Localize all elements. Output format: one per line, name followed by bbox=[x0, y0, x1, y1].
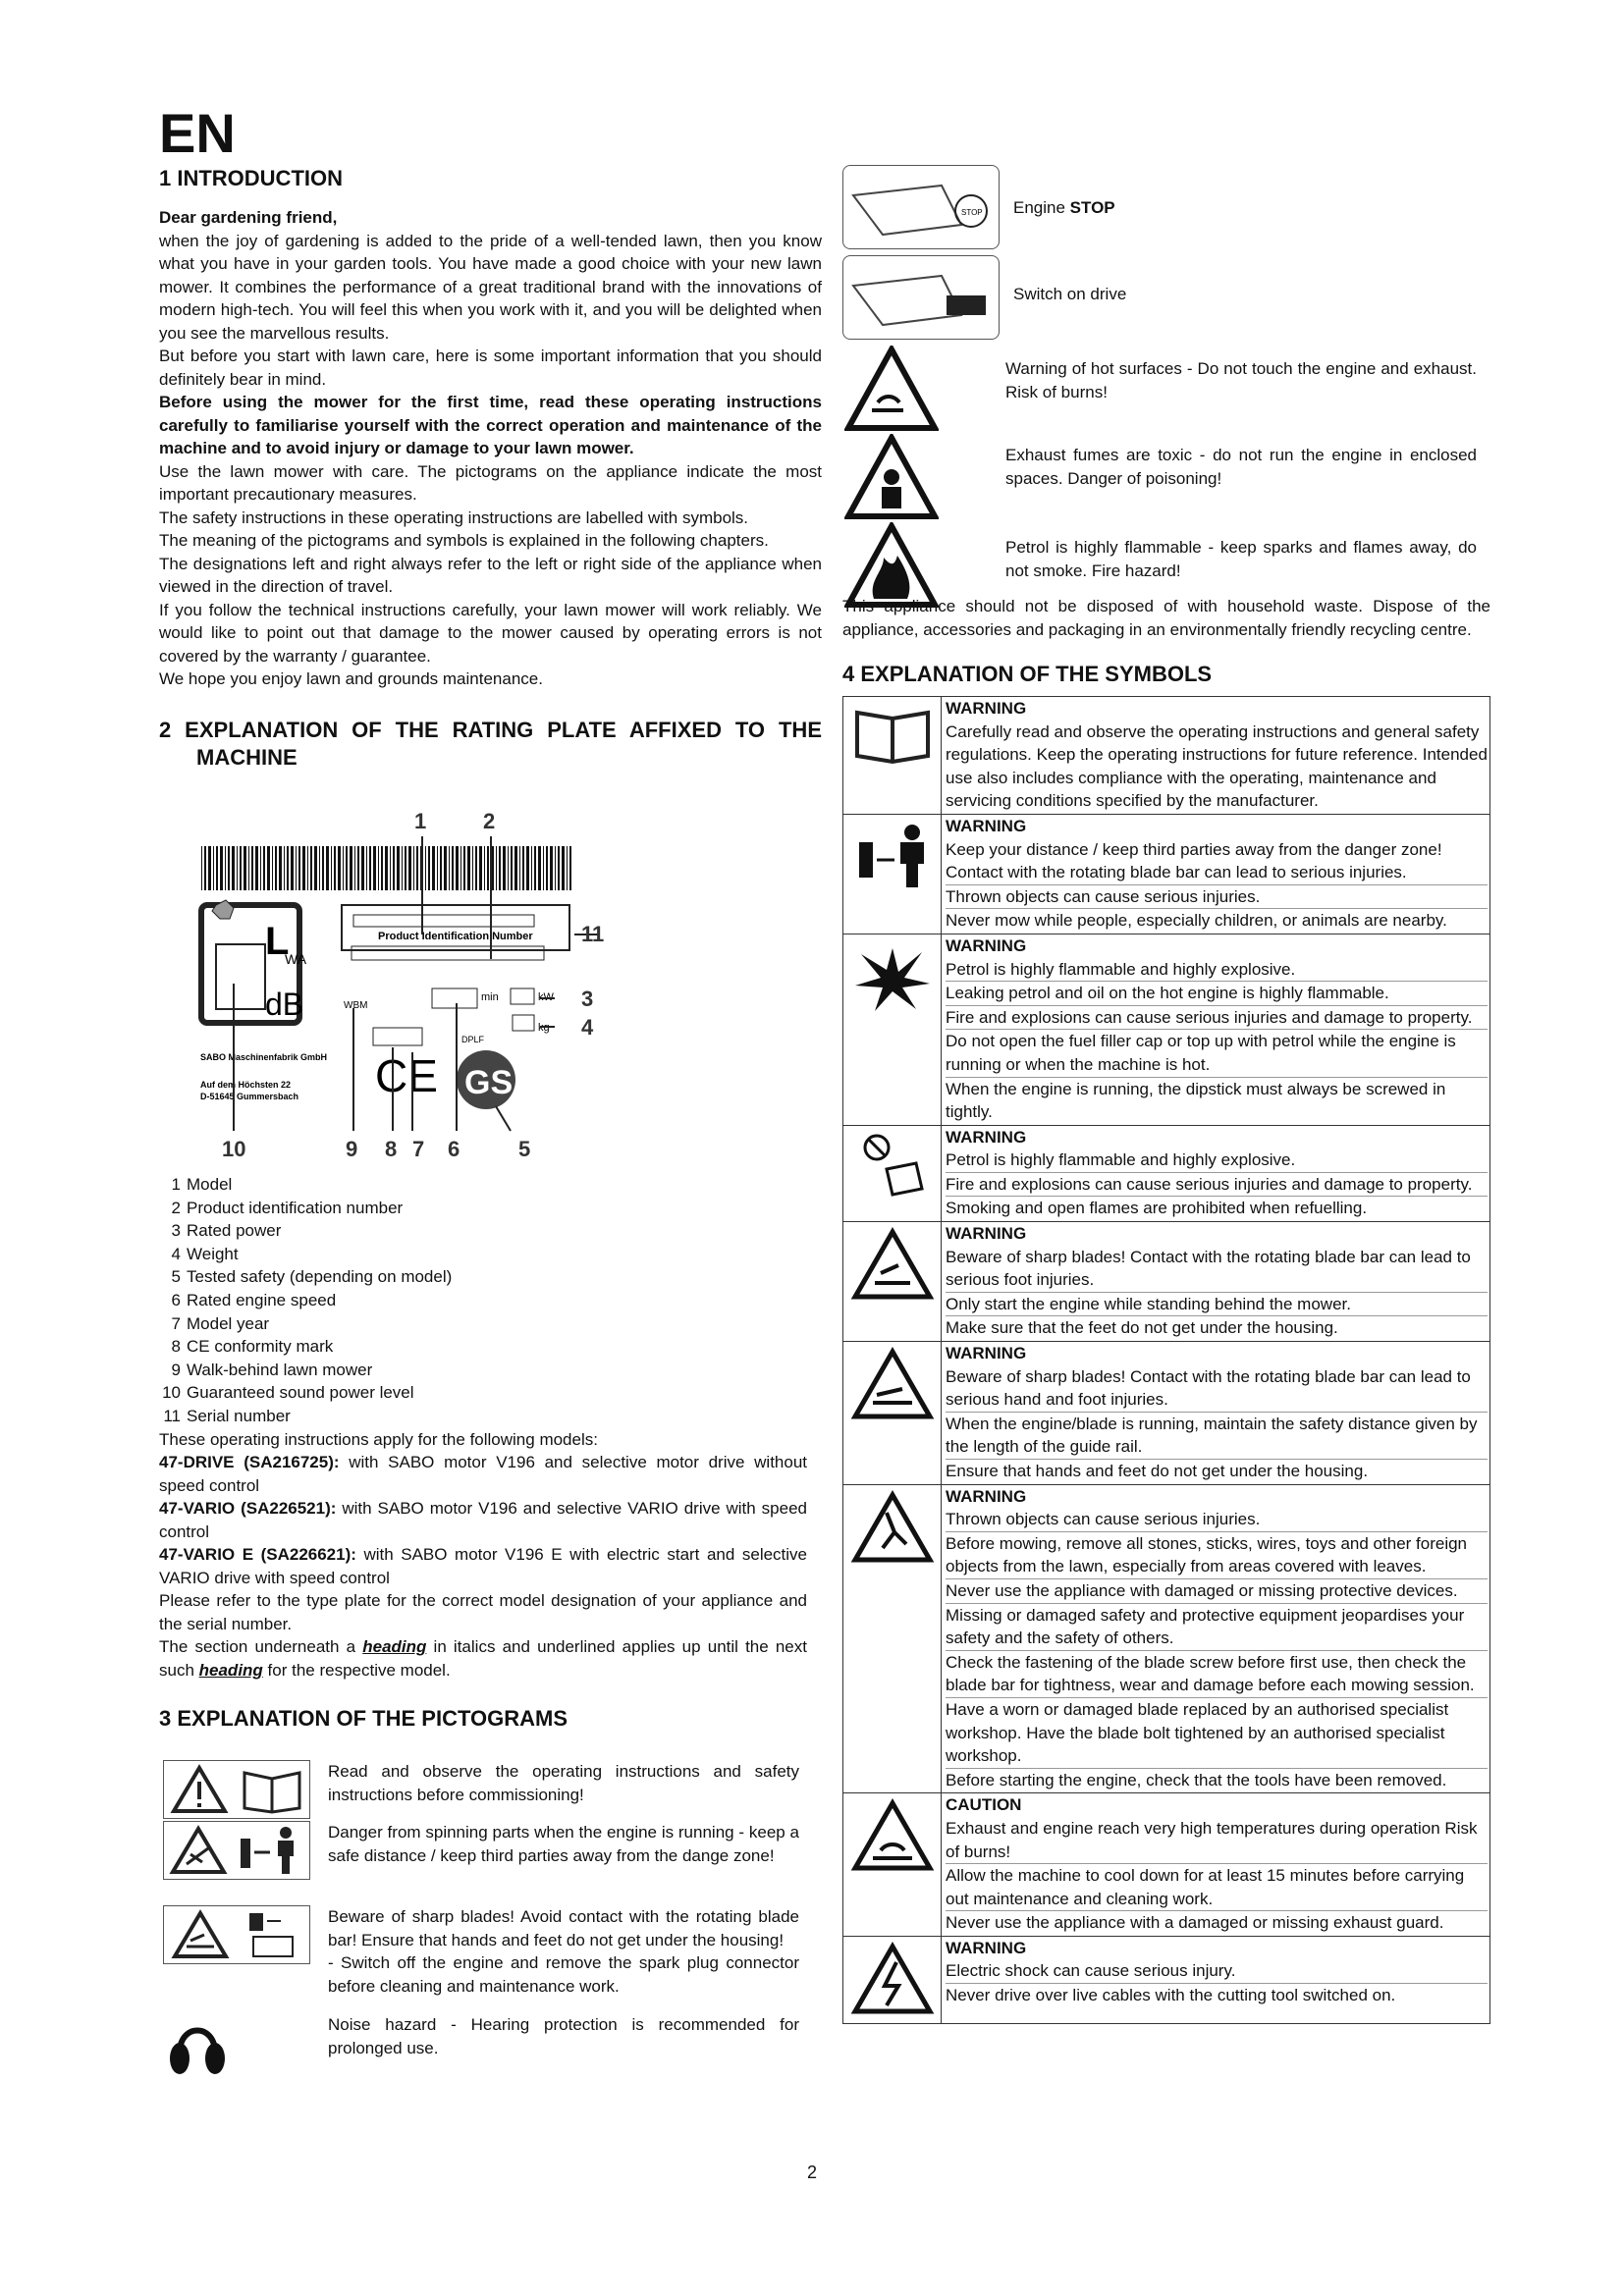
maker-label: SABO Maschinenfabrik GmbH bbox=[200, 1052, 328, 1062]
electric-shock-icon bbox=[847, 1941, 938, 2017]
keep-distance-icon bbox=[847, 819, 938, 895]
rating-plate-diagram bbox=[187, 807, 619, 1170]
callout-6: 6 bbox=[448, 1137, 460, 1161]
legend-number: 8 bbox=[171, 1337, 181, 1357]
model-2: 47-VARIO (SA226521): with SABO motor V196 and selective VARIO drive with speed control bbox=[159, 1499, 807, 1541]
legend-number: 6 bbox=[171, 1290, 181, 1309]
min-label: min bbox=[481, 991, 499, 1003]
symbol-row bbox=[843, 1484, 1490, 1793]
symbol-line: Petrol is highly flammable and highly explosive. bbox=[946, 1148, 1488, 1173]
hand-foot-blade-icon bbox=[847, 1346, 938, 1422]
toxic-fumes-text: Exhaust fumes are toxic - do not run the engine in enclosed spaces. Danger of poisoning! bbox=[1005, 446, 1477, 488]
spinning-parts-icon bbox=[163, 1821, 310, 1880]
callout-9: 9 bbox=[346, 1137, 358, 1161]
disposal-text: This appliance should not be disposed of with household waste. Dispose of the appliance, accessories and packaging in an environmentally friendly recycling centre. bbox=[842, 597, 1490, 639]
hot-surface-icon bbox=[844, 346, 939, 432]
section-2-title: 2 EXPLANATION OF THE RATING PLATE AFFIXED TO THE MACHINE bbox=[159, 717, 822, 770]
legend-text: Product identification number bbox=[187, 1198, 404, 1217]
foot-blade-icon bbox=[847, 1226, 938, 1303]
legend-text: Rated engine speed bbox=[187, 1290, 337, 1309]
symbol-heading: WARNING bbox=[946, 935, 1027, 955]
legend-item bbox=[159, 1289, 807, 1312]
legend-number: 7 bbox=[171, 1313, 181, 1333]
address-line-1: Auf dem Höchsten 22 bbox=[200, 1080, 292, 1090]
fire-hazard-text: Petrol is highly flammable - keep sparks and flames away, do not smoke. Fire hazard! bbox=[1005, 538, 1477, 580]
legend-text: Serial number bbox=[187, 1406, 291, 1425]
symbol-heading: WARNING bbox=[946, 1127, 1027, 1147]
picto-text-noise: Noise hazard - Hearing protection is recommended for prolonged use. bbox=[328, 2015, 799, 2057]
intro-p6: The meaning of the pictograms and symbols is explained in the following chapters. bbox=[159, 531, 769, 550]
symbol-line: Electric shock can cause serious injury. bbox=[946, 1959, 1488, 1984]
symbol-line: Make sure that the feet do not get under the housing. bbox=[946, 1318, 1338, 1338]
legend-item bbox=[159, 1312, 807, 1336]
gs-mark: GS bbox=[464, 1064, 514, 1101]
hot-exhaust-icon bbox=[847, 1797, 938, 1874]
callout-4: 4 bbox=[581, 1015, 594, 1040]
legend-text: Model year bbox=[187, 1313, 270, 1333]
section-4-title: 4 EXPLANATION OF THE SYMBOLS bbox=[842, 662, 1213, 686]
legend-number: 3 bbox=[171, 1221, 181, 1241]
right-column bbox=[842, 165, 1490, 2024]
barcode bbox=[201, 846, 571, 890]
symbol-line: Never mow while people, especially children, or animals are nearby. bbox=[946, 911, 1447, 931]
callout-3: 3 bbox=[581, 987, 594, 1011]
callout-10: 10 bbox=[222, 1137, 246, 1161]
symbol-line: Never drive over live cables with the cutting tool switched on. bbox=[946, 1986, 1396, 2005]
legend-text: Rated power bbox=[187, 1221, 282, 1241]
picto-text-switch-off: - Switch off the engine and remove the spark plug connector before cleaning and maintenance work. bbox=[328, 1953, 799, 1996]
symbol-heading: WARNING bbox=[946, 816, 1027, 835]
symbol-row bbox=[843, 1125, 1490, 1221]
legend-number: 4 bbox=[171, 1244, 181, 1263]
intro-p8: If you follow the technical instructions carefully, your lawn mower will work reliably. We would like to point out that damage to the mower caused by operating errors is not covered by the warranty / guarantee. bbox=[159, 600, 822, 666]
legend-text: Tested safety (depending on model) bbox=[187, 1267, 453, 1287]
wbm-label: WBM bbox=[344, 1000, 368, 1011]
symbol-line: Never use the appliance with a damaged or missing exhaust guard. bbox=[946, 1913, 1444, 1933]
symbol-line: Petrol is highly flammable and highly explosive. bbox=[946, 958, 1488, 983]
symbol-line: Beware of sharp blades! Contact with the rotating blade bar can lead to serious foot injuries. bbox=[946, 1246, 1488, 1293]
svg-text:STOP: STOP bbox=[961, 208, 983, 217]
symbol-heading: WARNING bbox=[946, 1486, 1027, 1506]
symbol-line: Only start the engine while standing behind the mower. bbox=[946, 1293, 1488, 1317]
intro-p1: when the joy of gardening is added to the pride of a well-tended lawn, then you know what you have in your garden tools. You have made a good choice with your new lawn mower. It combines the performance of a great traditional brand with the innovations of modern high-tech. You will feel this when you work with it, and you will be delighted when you see the marvellous results. bbox=[159, 231, 822, 343]
picto-text-spinning: Danger from spinning parts when the engine is running - keep a safe distance / keep third parties away from the dange zone! bbox=[328, 1823, 799, 1865]
dplf-label: DPLF bbox=[461, 1035, 485, 1044]
callout-5: 5 bbox=[518, 1137, 531, 1161]
intro-p3: Before using the mower for the first time, read these operating instructions carefully to familiarise yourself with the correct operation and maintenance of the machine and to avoid injury or damage to your lawn mower. bbox=[159, 393, 822, 457]
address-line-2: D-51645 Gummersbach bbox=[200, 1092, 299, 1101]
symbol-line: Check the fastening of the blade screw before first use, then check the blade bar for tightness, wear and damage before each mowing session. bbox=[946, 1651, 1488, 1698]
model-1: 47-DRIVE (SA216725): with SABO motor V196 and selective motor drive without speed control bbox=[159, 1453, 808, 1495]
switch-drive-icon bbox=[842, 255, 1000, 340]
hot-surface-text: Warning of hot surfaces - Do not touch the engine and exhaust. Risk of burns! bbox=[1005, 359, 1477, 401]
intro-p2: But before you start with lawn care, here is some important information that you should definitely bear in mind. bbox=[159, 347, 822, 389]
symbol-row bbox=[843, 1793, 1490, 1937]
callout-7: 7 bbox=[412, 1137, 425, 1161]
rating-plate-legend bbox=[159, 1173, 807, 1428]
legend-text: Model bbox=[187, 1175, 233, 1194]
callout-8: 8 bbox=[385, 1137, 398, 1161]
symbol-line: Fire and explosions can cause serious injuries and damage to property. bbox=[946, 1006, 1488, 1031]
intro-p5: The safety instructions in these operating instructions are labelled with symbols. bbox=[159, 507, 749, 527]
symbol-row bbox=[843, 1222, 1490, 1342]
page-number: 2 bbox=[806, 2163, 817, 2182]
legend-item bbox=[159, 1381, 807, 1405]
section-3-title: 3 EXPLANATION OF THE PICTOGRAMS bbox=[159, 1706, 568, 1732]
rating-plate-text bbox=[159, 1173, 807, 1733]
legend-item bbox=[159, 1405, 807, 1428]
read-manual-icon bbox=[163, 1760, 310, 1819]
legend-text: Walk-behind lawn mower bbox=[187, 1360, 373, 1379]
language-code: EN bbox=[159, 102, 236, 164]
symbol-row bbox=[843, 814, 1490, 934]
symbol-row bbox=[843, 1342, 1490, 1485]
no-smoking-refuel-icon bbox=[847, 1130, 938, 1206]
legend-number: 5 bbox=[171, 1267, 181, 1287]
legend-item bbox=[159, 1197, 807, 1220]
symbol-line: Carefully read and observe the operating instructions and general safety regulations. Keep the operating instructions for future reference. Intended use also includes compliance with the operating, maintenance and servicing conditions specified by the manufacturer. bbox=[946, 721, 1488, 811]
legend-number: 11 bbox=[163, 1406, 181, 1425]
symbol-line: When the engine/blade is running, maintain the safety distance given by the length of the guide rail. bbox=[946, 1413, 1488, 1460]
picto-text-blades: Beware of sharp blades! Avoid contact with the rotating blade bar! Ensure that hands and feet do not get under the housing! bbox=[328, 1907, 799, 1949]
callout-2: 2 bbox=[483, 809, 496, 833]
intro-p7: The designations left and right always refer to the left or right side of the appliance when viewed in the direction of travel. bbox=[159, 554, 822, 596]
symbol-line: Smoking and open flames are prohibited when refuelling. bbox=[946, 1199, 1368, 1218]
ce-mark: CE bbox=[375, 1050, 438, 1101]
symbol-row bbox=[843, 1936, 1490, 2024]
symbol-line: Leaking petrol and oil on the hot engine is highly flammable. bbox=[946, 982, 1488, 1006]
sharp-blades-icon bbox=[163, 1905, 310, 1964]
symbol-row bbox=[843, 934, 1490, 1125]
legend-item bbox=[159, 1265, 807, 1289]
symbols-table bbox=[842, 696, 1490, 2024]
engine-stop-text: Engine STOP bbox=[1013, 198, 1115, 217]
symbol-line: Do not open the fuel filler cap or top up with petrol while the engine is running or when the machine is hot. bbox=[946, 1030, 1488, 1077]
section-1-title: 1 INTRODUCTION bbox=[159, 166, 343, 190]
toxic-fumes-icon bbox=[844, 434, 939, 520]
thrown-objects-icon bbox=[847, 1489, 938, 1566]
left-column bbox=[159, 165, 822, 772]
legend-number: 10 bbox=[162, 1383, 181, 1403]
symbol-line: Allow the machine to cool down for at least 15 minutes before carrying out maintenance and cleaning work. bbox=[946, 1864, 1488, 1911]
symbol-line: Thrown objects can cause serious injuries. bbox=[946, 1508, 1488, 1532]
pictograms-left bbox=[163, 1760, 811, 2082]
symbol-heading: WARNING bbox=[946, 1938, 1027, 1957]
legend-item bbox=[159, 1335, 807, 1359]
hearing-protection-icon bbox=[163, 2013, 310, 2082]
legend-text: Guaranteed sound power level bbox=[187, 1383, 414, 1403]
models-intro: These operating instructions apply for the following models: bbox=[159, 1429, 598, 1449]
symbol-line: Exhaust and engine reach very high temperatures during operation Risk of burns! bbox=[946, 1817, 1488, 1864]
symbol-line: When the engine is running, the dipstick must always be screwed in tightly. bbox=[946, 1079, 1446, 1122]
model-3: 47-VARIO E (SA226621): with SABO motor V196 E with electric start and selective VARIO drive with speed control bbox=[159, 1545, 808, 1587]
symbol-line: Before mowing, remove all stones, sticks, wires, toys and other foreign objects from the lawn, especially from areas covered with leaves. bbox=[946, 1532, 1488, 1579]
type-plate-note: Please refer to the type plate for the correct model designation of your appliance and the serial number. bbox=[159, 1591, 807, 1633]
db-symbol: dB bbox=[265, 987, 304, 1022]
symbol-line: Fire and explosions can cause serious injuries and damage to property. bbox=[946, 1173, 1488, 1198]
symbol-heading: WARNING bbox=[946, 1224, 1027, 1244]
legend-item bbox=[159, 1243, 807, 1266]
kw-label: kW bbox=[538, 991, 554, 1003]
manual-book-icon bbox=[847, 701, 938, 777]
legend-item bbox=[159, 1219, 807, 1243]
explosion-icon bbox=[847, 938, 938, 1015]
symbol-line: Have a worn or damaged blade replaced by an authorised specialist workshop. Have the blade bolt tightened by an authorised specialist workshop. bbox=[946, 1698, 1488, 1769]
symbol-line: Beware of sharp blades! Contact with the rotating blade bar can lead to serious hand and foot injuries. bbox=[946, 1365, 1488, 1413]
symbol-row bbox=[843, 697, 1490, 815]
callout-1: 1 bbox=[414, 809, 427, 833]
switch-drive-text: Switch on drive bbox=[1013, 285, 1127, 303]
legend-item bbox=[159, 1359, 807, 1382]
symbol-heading: WARNING bbox=[946, 699, 1027, 718]
legend-text: CE conformity mark bbox=[187, 1337, 334, 1357]
symbol-line: Never use the appliance with damaged or missing protective devices. bbox=[946, 1579, 1488, 1604]
symbol-heading: CAUTION bbox=[946, 1795, 1022, 1815]
kg-label: kg bbox=[538, 1022, 550, 1034]
intro-p9: We hope you enjoy lawn and grounds maintenance. bbox=[159, 669, 543, 688]
symbol-line: Before starting the engine, check that the tools have been removed. bbox=[946, 1770, 1447, 1789]
legend-text: Weight bbox=[187, 1244, 239, 1263]
legend-number: 1 bbox=[171, 1175, 181, 1194]
heading-note: The section underneath a heading in italics and underlined applies up until the next such heading for the respective model. bbox=[159, 1637, 807, 1680]
lwa-subscript: WA bbox=[285, 951, 307, 967]
symbol-line: Keep your distance / keep third parties away from the danger zone! Contact with the rotating blade bar can lead to serious injuries. bbox=[946, 838, 1488, 885]
lwa-symbol: L bbox=[265, 920, 290, 963]
symbol-line: Missing or damaged safety and protective equipment jeopardises your safety and the safety of others. bbox=[946, 1604, 1488, 1651]
legend-item bbox=[159, 1173, 807, 1197]
legend-number: 2 bbox=[171, 1198, 181, 1217]
symbol-line: Ensure that hands and feet do not get under the housing. bbox=[946, 1462, 1369, 1480]
picto-text-read: Read and observe the operating instructions and safety instructions before commissioning! bbox=[328, 1762, 799, 1804]
greeting: Dear gardening friend, bbox=[159, 208, 338, 227]
legend-number: 9 bbox=[171, 1360, 181, 1379]
symbol-line: Thrown objects can cause serious injuries. bbox=[946, 885, 1488, 910]
pin-label: Product Identification Number bbox=[378, 931, 533, 942]
engine-stop-icon bbox=[842, 165, 1000, 249]
intro-p4: Use the lawn mower with care. The pictograms on the appliance indicate the most important precautionary measures. bbox=[159, 461, 822, 504]
callout-11: 11 bbox=[581, 922, 605, 946]
symbol-heading: WARNING bbox=[946, 1344, 1027, 1363]
